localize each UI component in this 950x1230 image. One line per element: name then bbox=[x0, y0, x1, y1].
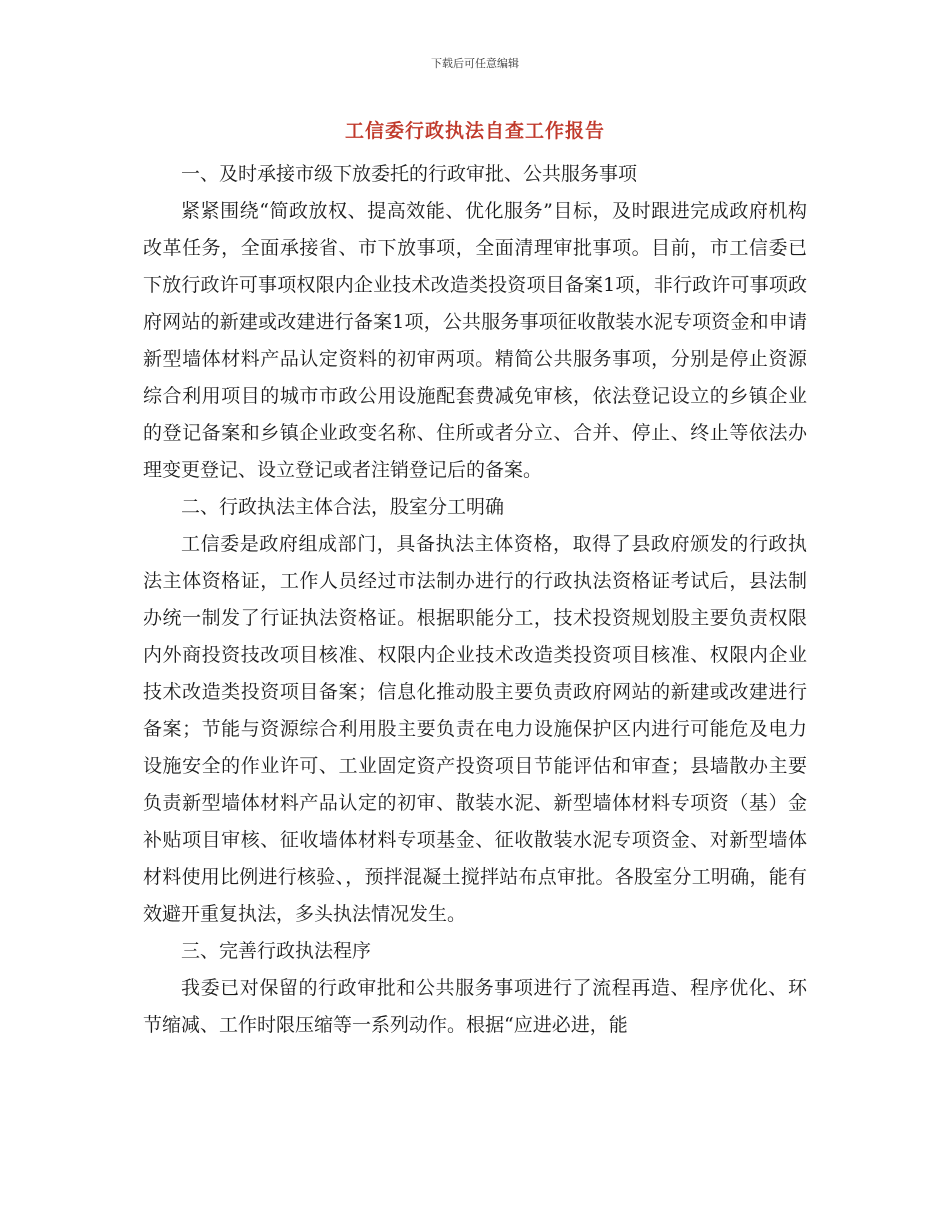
section-heading-1: 一、及时承接市级下放委托的行政审批、公共服务事项 bbox=[181, 163, 638, 185]
document-title: 工信委行政执法自查工作报告 bbox=[344, 120, 605, 142]
section-heading-3: 三、完善行政执法程序 bbox=[181, 940, 372, 962]
section-heading-2: 二、行政执法主体合法，股室分工明确 bbox=[181, 496, 505, 518]
section-paragraph-3: 我委已对保留的行政审批和公共服务事项进行了流程再造、程序优化、环节缩减、工作时限压缩等一系列动作。根据“应进必进，能 bbox=[143, 977, 807, 1036]
document-body bbox=[143, 156, 807, 1044]
section-paragraph-1: 紧紧围绕“简政放权、提高效能、优化服务”目标，及时跟进完成政府机构改革任务，全面承接省、市下放事项，全面清理审批事项。目前，市工信委已下放行政许可事项权限内企业技术改造类投资项目备案1项，非行政许可事项政府网站的新建或改建进行备案1项，公共服务事项征收散装水泥专项资金和申请新型墙体材料产品认定资料的初审两项。精简公共服务事项，分别是停止资源综合利用项目的城市市政公用设施配套费减免审核，依法登记设立的乡镇企业的登记备案和乡镇企业政变名称、住所或者分立、合并、停止、终止等依法办理变更登记、设立登记或者注销登记后的备案。 bbox=[143, 200, 807, 481]
section-paragraph-2: 工信委是政府组成部门，具备执法主体资格，取得了县政府颁发的行政执法主体资格证，工作人员经过市法制办进行的行政执法资格证考试后，县法制办统一制发了行证执法资格证。根据职能分工，技术投资规划股主要负责权限内外商投资技改项目核准、权限内企业技术改造类投资项目核准、权限内企业技术改造类投资项目备案；信息化推动股主要负责政府网站的新建或改建进行备案；节能与资源综合利用股主要负责在电力设施保护区内进行可能危及电力设施安全的作业许可、工业固定资产投资项目节能评估和审查；县墙散办主要负责新型墙体材料产品认定的初审、散装水泥、新型墙体材料专项资（基）金补贴项目审核、征收墙体材料专项基金、征收散装水泥专项资金、对新型墙体材料使用比例进行核验、，预拌混凝土搅拌站布点审批。各股室分工明确，能有效避开重复执法，多头执法情况发生。 bbox=[143, 533, 807, 925]
header-note: 下载后可任意编辑 bbox=[431, 57, 519, 70]
